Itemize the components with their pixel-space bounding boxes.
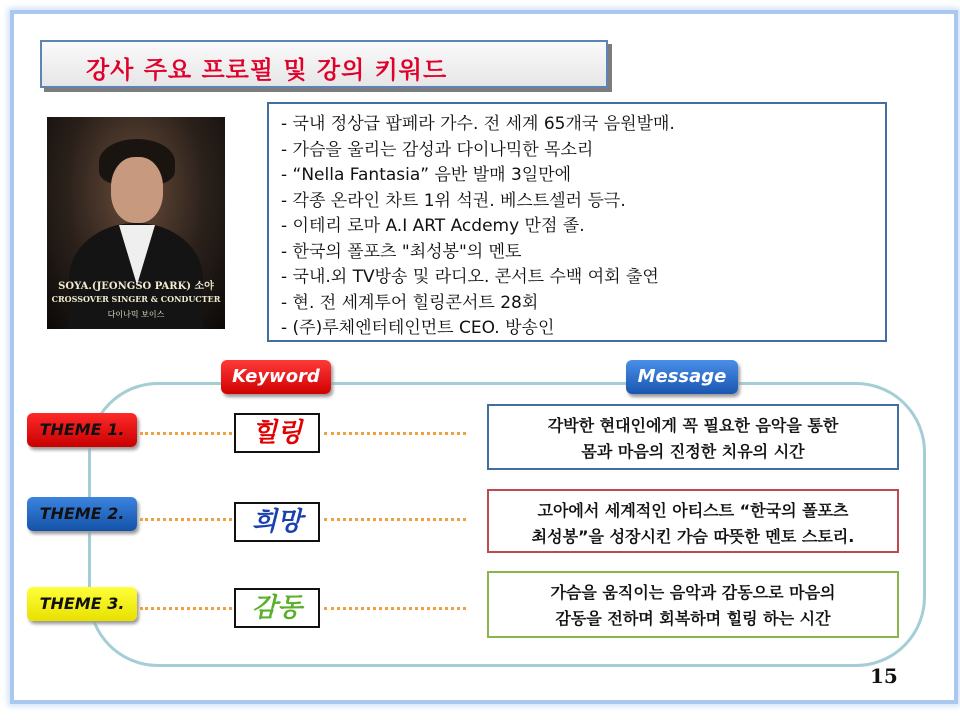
theme-3-label: THEME 3.	[27, 587, 137, 621]
speaker-photo	[47, 117, 225, 329]
message-line: 몸과 마음의 진정한 치유의 시간	[581, 442, 805, 461]
keyword-emotion: 감동	[234, 588, 320, 628]
message-line: 감동을 전하며 회복하며 힐링 하는 시간	[555, 609, 831, 628]
profile-line: - 현. 전 세계투어 힐링콘서트 28회	[281, 292, 539, 313]
connector-dots	[324, 518, 466, 521]
photo-caption-name: SOYA.(JEONGSO PARK) 소야	[58, 281, 214, 292]
connector-dots	[140, 432, 232, 435]
theme-1-label: THEME 1.	[27, 413, 137, 447]
photo-caption-tagline: 다이나믹 보이스	[107, 310, 165, 319]
connector-dots	[140, 607, 232, 610]
message-header: Message	[626, 360, 738, 394]
message-line: 고아에서 세계적인 아티스트 “한국의 폴포츠	[537, 501, 849, 520]
page-number: 15	[870, 664, 898, 688]
profile-line: - 국내 정상급 팝페라 가수. 전 세계 65개국 음원발매.	[281, 114, 675, 134]
profile-line: - 각종 온라인 차트 1위 석권. 베스트셀러 등극.	[281, 190, 626, 211]
connector-dots	[140, 518, 232, 521]
message-line: 가슴을 움직이는 음악과 감동으로 마음의	[550, 583, 836, 602]
profile-box	[267, 102, 887, 342]
message-line: 최성봉”을 성장시킨 가슴 따뜻한 멘토 스토리.	[531, 527, 855, 546]
profile-line: - 이테리 로마 A.I ART Acdemy 만점 졸.	[281, 216, 585, 236]
keyword-hope: 희망	[234, 502, 320, 542]
theme-2-message	[487, 489, 899, 553]
theme-2-label: THEME 2.	[27, 497, 137, 531]
keyword-healing: 힐링	[234, 413, 320, 453]
message-line: 각박한 현대인에게 꼭 필요한 음악을 통한	[547, 416, 839, 435]
connector-dots	[324, 607, 466, 610]
profile-line: - “Nella Fantasia” 음반 발매 3일만에	[281, 165, 572, 185]
theme-1-message	[487, 404, 899, 470]
photo-face-shape	[111, 157, 163, 223]
title-banner	[40, 40, 608, 88]
connector-dots	[324, 432, 466, 435]
profile-line: - 가슴을 울리는 감성과 다이나믹한 목소리	[281, 139, 594, 160]
keyword-header: Keyword	[221, 360, 331, 394]
theme-3-message	[487, 571, 899, 638]
photo-caption-role: CROSSOVER SINGER & CONDUCTER	[51, 294, 221, 304]
profile-line: - (주)루체엔터테인먼트 CEO. 방송인	[281, 318, 555, 338]
profile-line: - 한국의 폴포츠 "최성봉"의 멘토	[281, 241, 522, 262]
profile-line: - 국내.외 TV방송 및 라디오. 콘서트 수백 여회 출연	[281, 267, 659, 287]
slide-title: 강사 주요 프로필 및 강의 키워드	[86, 56, 448, 84]
